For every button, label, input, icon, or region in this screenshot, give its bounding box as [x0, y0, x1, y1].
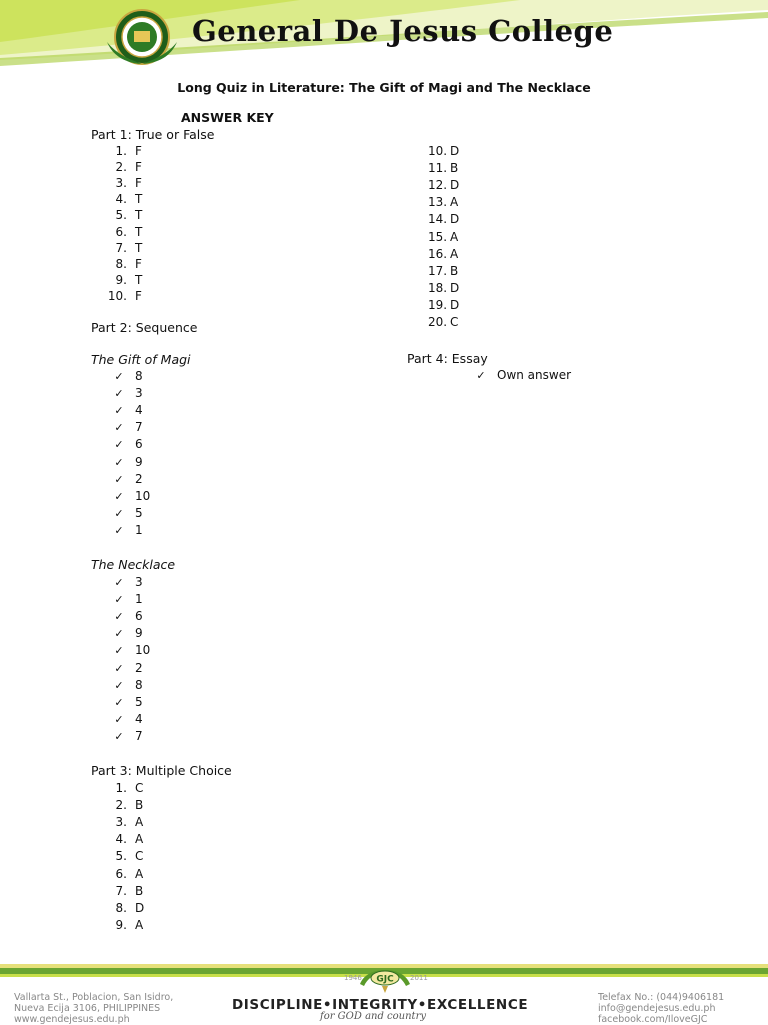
checkmark-icon: ✓ [114, 404, 124, 418]
answer-row [105, 207, 142, 224]
checklist-row [113, 522, 143, 539]
answer-row [428, 280, 459, 297]
checkmark-icon: ✓ [114, 593, 124, 607]
emblem-text: GJC [376, 974, 394, 985]
checklist-row [113, 574, 143, 591]
item-value: 6 [135, 609, 143, 624]
gift-of-magi-heading: The Gift of Magi [91, 352, 191, 367]
checklist-row [113, 385, 143, 402]
answer-row [105, 143, 142, 160]
item-number: 13. [428, 195, 448, 210]
item-value: 7 [135, 420, 143, 435]
item-answer: B [135, 798, 144, 813]
item-value: 4 [135, 711, 143, 726]
answer-row [428, 229, 458, 246]
checkmark-icon: ✓ [114, 438, 124, 452]
item-number: 19. [428, 297, 448, 312]
item-number: 15. [428, 229, 448, 244]
answer-row [428, 297, 459, 314]
answer-row [428, 314, 458, 331]
checklist-row [113, 454, 143, 471]
checklist-row [113, 660, 143, 677]
item-value: 3 [135, 575, 143, 589]
answer-row [105, 814, 143, 831]
item-answer: T [135, 272, 143, 287]
item-number: 20. [428, 315, 448, 329]
item-value: 1 [135, 592, 143, 607]
item-number: 18. [428, 280, 448, 295]
checklist-row [113, 677, 143, 694]
footer-motto: DISCIPLINE•INTEGRITY•EXCELLENCE [232, 997, 529, 1013]
item-number: 9. [115, 272, 127, 287]
checklist-row [475, 367, 571, 384]
item-answer: B [450, 161, 459, 176]
item-value: 2 [135, 471, 143, 486]
answer-row [105, 848, 143, 865]
answer-row [105, 175, 142, 192]
item-answer: A [135, 832, 144, 847]
item-answer: D [450, 212, 460, 227]
item-number: 17. [428, 263, 448, 278]
item-number: 14. [428, 212, 448, 227]
item-value: 10 [135, 643, 151, 658]
checklist-row [113, 368, 143, 385]
item-number: 4. [115, 192, 127, 207]
college-seal-logo [99, 8, 185, 66]
item-number: 6. [115, 866, 127, 881]
item-number: 9. [115, 917, 127, 932]
item-number: 10. [107, 288, 127, 303]
part3-heading: Part 3: Multiple Choice [91, 763, 232, 778]
item-number: 7. [115, 240, 127, 255]
item-value: 9 [135, 626, 143, 641]
checkmark-icon: ✓ [476, 369, 486, 382]
checkmark-icon: ✓ [114, 370, 124, 383]
item-number: 2. [115, 160, 127, 175]
answer-row [105, 883, 143, 900]
item-value: 9 [135, 454, 143, 469]
item-value: 4 [135, 403, 143, 418]
checklist-row [113, 625, 143, 642]
checkmark-icon: ✓ [114, 729, 124, 743]
checklist-row [113, 436, 143, 453]
answer-row [105, 288, 142, 305]
checklist-row [113, 402, 143, 419]
checklist-row [113, 591, 143, 608]
item-number: 7. [115, 883, 127, 898]
item-answer: B [450, 263, 459, 278]
item-value: 7 [135, 728, 143, 743]
item-number: 5. [115, 208, 127, 223]
answer-row [105, 272, 142, 289]
item-number: 1. [115, 144, 127, 158]
item-number: 6. [115, 224, 127, 239]
answer-row [428, 194, 458, 211]
item-value: 8 [135, 369, 143, 383]
checkmark-icon: ✓ [114, 627, 124, 641]
item-answer: C [450, 315, 459, 329]
checkmark-icon: ✓ [114, 455, 124, 469]
checklist-row [113, 608, 143, 625]
part4-heading: Part 4: Essay [407, 351, 488, 366]
checkmark-icon: ✓ [114, 489, 124, 503]
answer-row [428, 177, 459, 194]
item-answer: A [135, 866, 144, 881]
item-answer: T [135, 208, 143, 223]
answer-row [428, 143, 459, 160]
checkmark-icon: ✓ [114, 576, 124, 589]
item-number: 3. [115, 815, 127, 830]
item-value: 8 [135, 677, 143, 692]
checklist-row [113, 471, 143, 488]
item-number: 12. [428, 178, 448, 193]
footer-contact: Telefax No.: (044)9406181 info@gendejesus.edu.ph facebook.com/IloveGJC [598, 992, 725, 1025]
item-number: 4. [115, 832, 127, 847]
item-answer: F [135, 144, 142, 158]
item-number: 2. [115, 798, 127, 813]
checkmark-icon: ✓ [114, 523, 124, 537]
item-number: 8. [115, 256, 127, 271]
answer-row [105, 831, 143, 848]
item-value: Own answer [497, 368, 572, 382]
item-number: 3. [115, 176, 127, 191]
answer-row [428, 263, 458, 280]
item-answer: F [135, 256, 142, 271]
checklist-row [113, 642, 150, 659]
checkmark-icon: ✓ [114, 712, 124, 726]
item-answer: D [450, 297, 460, 312]
footer-tagline: for GOD and country [320, 1011, 426, 1022]
answer-row [105, 780, 143, 797]
emblem-year-end: 2011 [410, 974, 428, 982]
item-value: 10 [135, 488, 151, 503]
answer-row [105, 256, 142, 273]
item-number: 8. [115, 900, 127, 915]
answer-row [105, 224, 142, 241]
checkmark-icon: ✓ [114, 678, 124, 692]
item-value: 3 [135, 386, 143, 401]
item-number: 5. [115, 849, 127, 864]
checkmark-icon: ✓ [114, 661, 124, 675]
item-value: 6 [135, 437, 143, 452]
answer-row [105, 191, 142, 208]
checkmark-icon: ✓ [114, 610, 124, 624]
item-answer: A [450, 246, 459, 261]
answer-row [105, 917, 143, 934]
answer-row [105, 240, 142, 257]
part1-heading: Part 1: True or False [91, 127, 215, 142]
item-answer: T [135, 192, 143, 207]
item-number: 1. [115, 781, 127, 795]
checkmark-icon: ✓ [114, 506, 124, 520]
gjc-emblem-icon [330, 966, 440, 996]
checklist-row [113, 505, 143, 522]
checkmark-icon: ✓ [114, 387, 124, 401]
part2-heading: Part 2: Sequence [91, 320, 198, 335]
item-answer: T [135, 224, 143, 239]
answer-key-heading: ANSWER KEY [181, 110, 274, 125]
necklace-heading: The Necklace [91, 557, 176, 572]
item-value: 2 [135, 660, 143, 675]
emblem-year-start: 1946 [344, 974, 362, 982]
quiz-title: Long Quiz in Literature: The Gift of Magi and The Necklace [177, 80, 591, 95]
answer-row [428, 246, 458, 263]
item-answer: F [135, 176, 142, 191]
item-value: 5 [135, 505, 143, 520]
item-answer: D [135, 900, 145, 915]
item-answer: D [450, 144, 460, 158]
item-answer: A [135, 815, 144, 830]
item-answer: D [450, 178, 460, 193]
item-number: 16. [428, 246, 448, 261]
item-answer: C [135, 781, 144, 795]
checklist-row [113, 419, 143, 436]
college-name: General De Jesus College [192, 14, 614, 48]
item-answer: A [135, 917, 144, 932]
answer-row [428, 160, 458, 177]
answer-row [105, 900, 144, 917]
answer-row [428, 211, 459, 228]
checkmark-icon: ✓ [114, 472, 124, 486]
item-value: 5 [135, 694, 143, 709]
answer-row [105, 866, 143, 883]
checklist-row [113, 488, 150, 505]
checklist-row [113, 694, 143, 711]
answer-row [105, 797, 143, 814]
item-number: 10. [428, 144, 448, 158]
checkmark-icon: ✓ [114, 695, 124, 709]
answer-row [105, 159, 142, 176]
item-answer: B [135, 883, 144, 898]
checklist-row [113, 711, 143, 728]
checkmark-icon: ✓ [114, 644, 124, 658]
item-answer: F [135, 288, 142, 303]
item-answer: F [135, 160, 142, 175]
item-answer: A [450, 229, 459, 244]
item-answer: T [135, 240, 143, 255]
item-answer: C [135, 849, 144, 864]
footer-address: Vallarta St., Poblacion, San Isidro, Nueva Ecija 3106, PHILIPPINES www.gendejesus.edu.ph [14, 992, 174, 1025]
checkmark-icon: ✓ [114, 421, 124, 435]
item-answer: A [450, 195, 459, 210]
checklist-row [113, 728, 143, 745]
item-number: 11. [428, 161, 448, 176]
item-answer: D [450, 280, 460, 295]
item-value: 1 [135, 522, 143, 537]
